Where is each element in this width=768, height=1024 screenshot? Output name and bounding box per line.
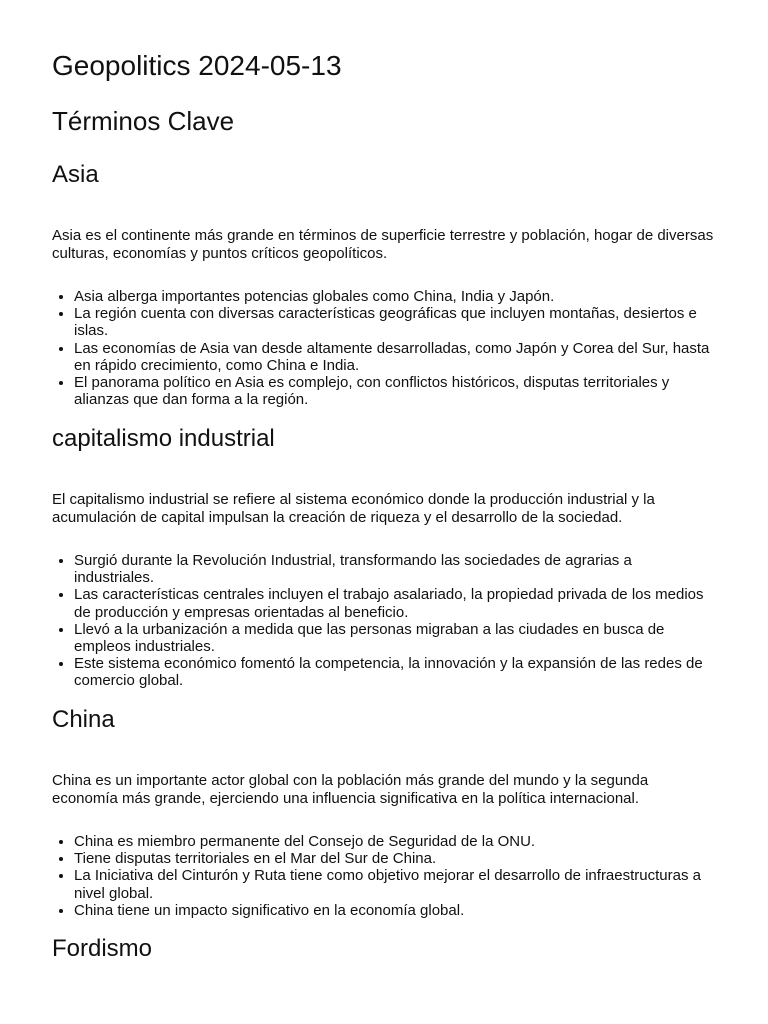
list-item: • Asia alberga importantes potencias globales como China, India y Japón. (74, 288, 716, 305)
term-heading: Fordismo (52, 935, 153, 962)
list-item: • La Iniciativa del Cinturón y Ruta tiene como objetivo mejorar el desarrollo de infraestructuras a nivel global. (74, 867, 716, 901)
section-heading-key-terms: Términos Clave (52, 106, 235, 136)
term-capitalismo-industrial (52, 422, 716, 690)
term-bullet-list (52, 552, 716, 690)
term-definition: El capitalismo industrial se refiere al sistema económico donde la producción industrial y la acumulación de capital impulsan la creación de riqueza y el desarrollo de la sociedad. (52, 491, 655, 526)
term-heading: Asia (52, 161, 99, 188)
list-item: • Las economías de Asia van desde altamente desarrolladas, como Japón y Corea del Sur, hasta en rápido crecimiento, como China e India. (74, 340, 716, 374)
term-asia (52, 158, 716, 408)
list-item: • El panorama político en Asia es complejo, con conflictos históricos, disputas territoriales y alianzas que dan forma a la región. (74, 374, 716, 408)
list-item: • China tiene un impacto significativo en la economía global. (74, 902, 716, 919)
document-title: Geopolitics 2024-05-13 (52, 50, 342, 81)
term-bullet-list (52, 833, 716, 919)
term-heading: China (52, 706, 115, 733)
term-definition: China es un importante actor global con la población más grande del mundo y la segunda economía más grande, ejerciendo una influencia significativa en la política internacional. (52, 772, 649, 807)
list-item: • China es miembro permanente del Consejo de Seguridad de la ONU. (74, 833, 716, 850)
term-bullet-list (52, 288, 716, 408)
term-china (52, 703, 716, 919)
list-item: • Llevó a la urbanización a medida que las personas migraban a las ciudades en busca de empleos industriales. (74, 621, 716, 655)
list-item: • Las características centrales incluyen el trabajo asalariado, la propiedad privada de los medios de producción y empresas orientadas al beneficio. (74, 586, 716, 620)
list-item: • Este sistema económico fomentó la competencia, la innovación y la expansión de las redes de comercio global. (74, 655, 716, 689)
term-fordismo (52, 932, 716, 966)
term-definition: Asia es el continente más grande en términos de superficie terrestre y población, hogar de diversas culturas, economías y puntos críticos geopolíticos. (52, 227, 714, 262)
list-item: • Tiene disputas territoriales en el Mar del Sur de China. (74, 850, 716, 867)
list-item: • La región cuenta con diversas características geográficas que incluyen montañas, desiertos e islas. (74, 305, 716, 339)
term-heading: capitalismo industrial (52, 425, 275, 452)
list-item: • Surgió durante la Revolución Industrial, transformando las sociedades de agrarias a industriales. (74, 552, 716, 586)
